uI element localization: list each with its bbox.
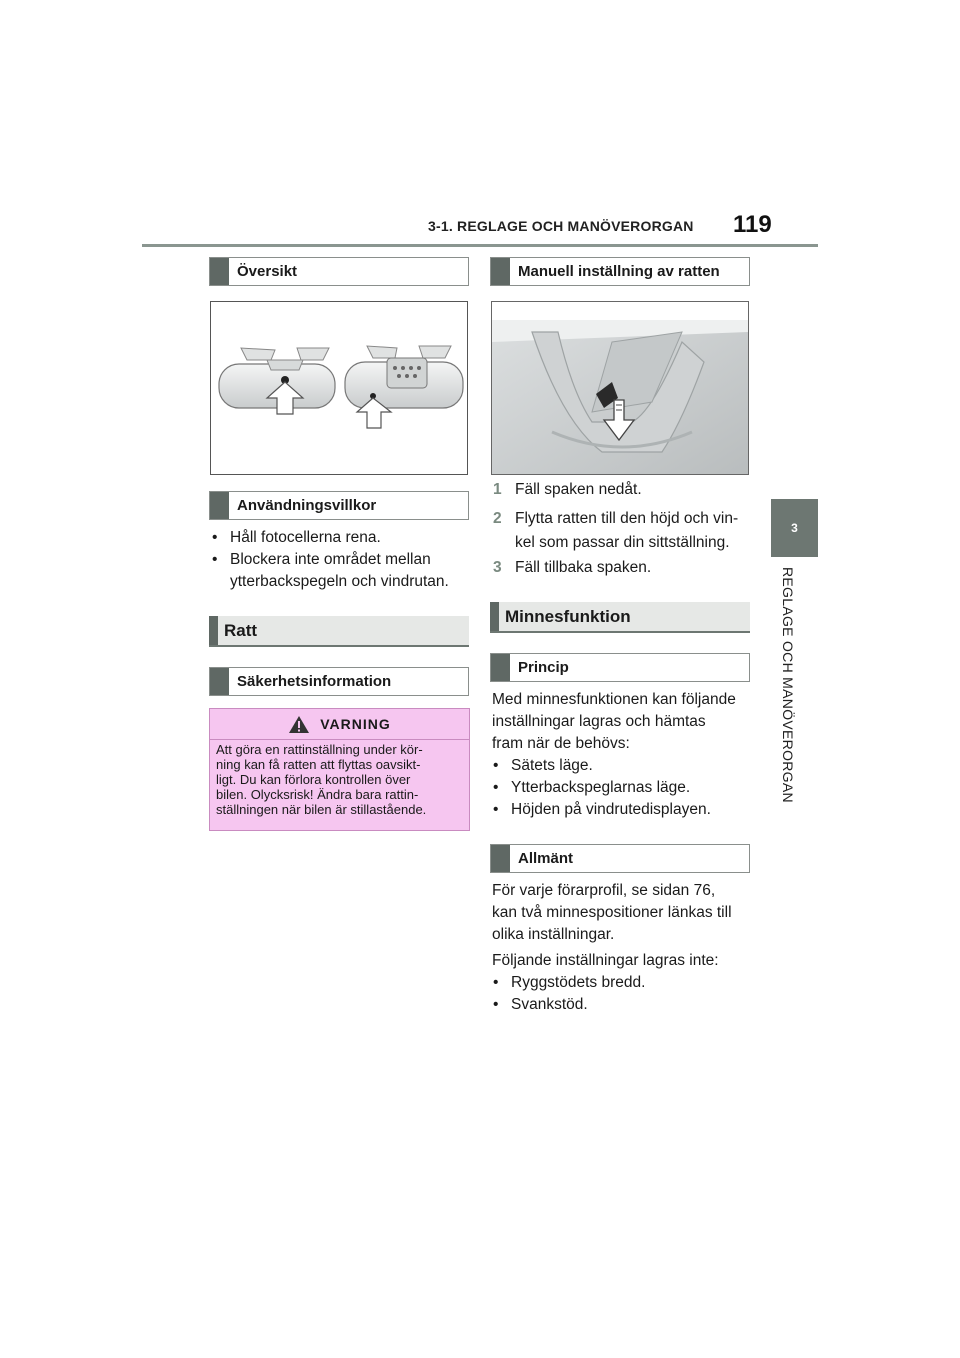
chapter-tab [771, 499, 818, 557]
chapter-number: 3 [791, 521, 798, 535]
list-item: • Ryggstödets bredd. [493, 972, 753, 994]
list-item: • Höjden på vindrutedisplayen. [493, 799, 753, 821]
list-item: • Sätets läge. [493, 755, 753, 777]
warning-title: VARNING [320, 716, 391, 732]
bullet-dot-icon: • [493, 779, 499, 796]
heading-ratt-text: Ratt [224, 620, 258, 640]
heading-minnesfunktion [490, 602, 750, 633]
warning-triangle-icon [288, 715, 310, 734]
heading-oversikt-text: Översikt [237, 263, 298, 280]
heading-princip [490, 653, 750, 682]
heading-minnesfunktion-text: Minnesfunktion [505, 606, 631, 626]
heading-manuell-installning [490, 257, 750, 286]
heading-sakerhetsinformation [209, 667, 469, 696]
bullet-dot-icon: • [493, 996, 499, 1013]
warning-text: Att göra en rattinställning under kör- ning kan få ratten att flyttas oavsikt- ligt. Du kan förlora kontrollen över bilen. Olycksrisk! Ändra bara rattin- ställningen när bilen är stillastående. [216, 742, 427, 817]
heading-oversikt [209, 257, 469, 286]
heading-anvandningsvillkor-text: Användningsvillkor [237, 497, 377, 514]
bullet-dot-icon: • [493, 801, 499, 818]
list-item: • Blockera inte området mellan ytterbackspegeln och vindrutan. [212, 551, 449, 590]
rearview-mirror-image [211, 302, 467, 474]
bullet-dot-icon: • [212, 551, 218, 568]
heading-ratt [209, 616, 469, 647]
allmant-paragraph: För varje förarprofil, se sidan 76, kan två minnespositioner länkas till olika inställningar. [492, 882, 732, 943]
steering-column-illustration [491, 301, 749, 475]
list-item: • Håll fotocellerna rena. [212, 527, 472, 549]
header-divider [142, 244, 818, 247]
heading-allmant-text: Allmänt [518, 850, 574, 867]
list-item: • Ytterbackspeglarnas läge. [493, 777, 753, 799]
heading-manuell-installning-text: Manuell inställning av ratten [518, 263, 720, 280]
warning-box [209, 708, 470, 831]
section-title: 3-1. REGLAGE OCH MANÖVERORGAN [428, 218, 694, 234]
foljande-paragraph: Följande inställningar lagras inte: [492, 952, 719, 969]
mirror-illustration [210, 301, 468, 475]
princip-paragraph: Med minnesfunktionen kan följande inställningar lagras och hämtas fram när de behövs: [492, 691, 736, 752]
heading-princip-text: Princip [518, 659, 569, 676]
bullet-dot-icon: • [212, 529, 218, 546]
page-number: 119 [733, 211, 772, 238]
step-item: 2 Flytta ratten till den höjd och vin- kel som passar din sittställning. [493, 510, 739, 551]
chapter-label: REGLAGE OCH MANÖVERORGAN [780, 567, 796, 803]
bullet-dot-icon: • [493, 757, 499, 774]
list-item: • Svankstöd. [493, 994, 753, 1016]
heading-anvandningsvillkor [209, 491, 469, 520]
heading-allmant [490, 844, 750, 873]
step-item: 3 Fäll tillbaka spaken. [493, 559, 652, 576]
steering-lever-image [492, 302, 748, 474]
bullet-dot-icon: • [493, 974, 499, 991]
heading-sakerhetsinformation-text: Säkerhetsinformation [237, 673, 392, 690]
step-item: 1 Fäll spaken nedåt. [493, 481, 642, 498]
